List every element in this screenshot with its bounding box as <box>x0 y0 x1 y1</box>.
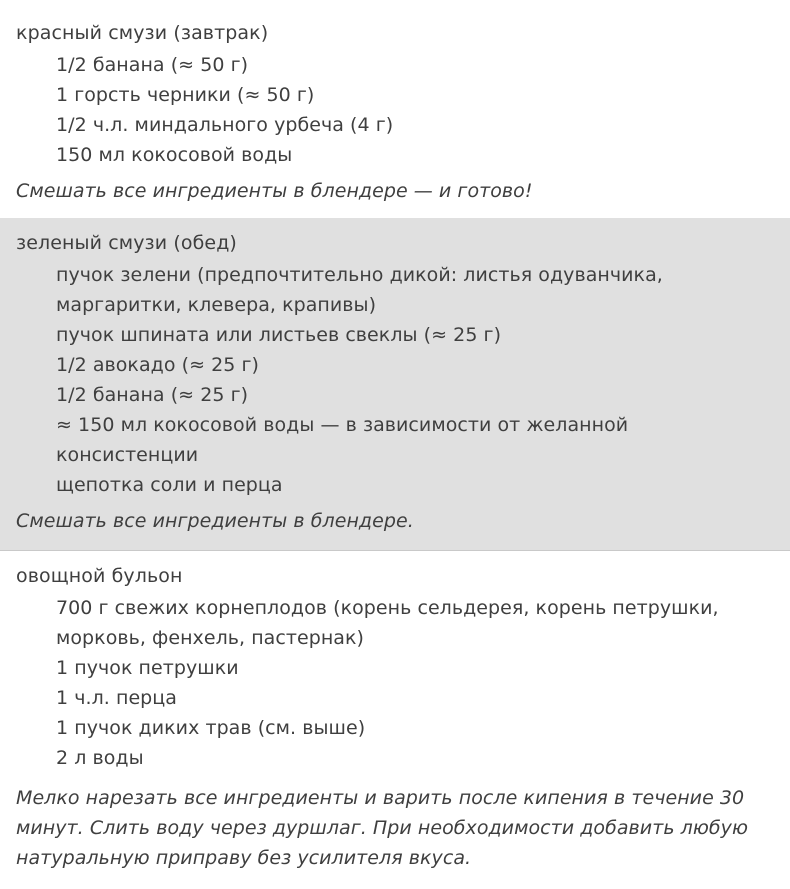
section-title: красный смузи (завтрак) <box>16 22 269 44</box>
list-item: 1/2 банана (≈ 25 г) <box>56 384 249 406</box>
list-item: щепотка соли и перца <box>56 474 283 496</box>
list-item: 2 л воды <box>56 747 144 769</box>
ingredient-list <box>16 260 774 500</box>
list-item: 1/2 авокадо (≈ 25 г) <box>56 354 259 376</box>
list-item: 1 горсть черники (≈ 50 г) <box>56 84 315 106</box>
ingredient-list <box>16 593 774 773</box>
list-item: 150 мл кокосовой воды <box>56 144 293 166</box>
preparation-note: Мелко нарезать все ингредиенты и варить после кипения в течение 30 минут. Слить воду через дуршлаг. При необходимости добавить любую натуральную приправу без усилителя вкуса. <box>16 787 749 869</box>
list-item: ≈ 150 мл кокосовой воды — в зависимости от желанной консистенции <box>56 414 629 466</box>
list-item: 1 пучок диких трав (см. выше) <box>56 717 366 739</box>
section-title: зеленый смузи (обед) <box>16 232 237 254</box>
preparation-note: Смешать все ингредиенты в блендере — и готово! <box>16 180 533 202</box>
recipe-section-red-smoothie <box>0 8 790 218</box>
ingredient-list <box>16 50 774 170</box>
list-item: пучок шпината или листьев свеклы (≈ 25 г) <box>56 324 502 346</box>
list-item: 700 г свежих корнеплодов (корень сельдерея, корень петрушки, морковь, фенхель, пастернак) <box>56 597 719 649</box>
list-item: 1 ч.л. перца <box>56 687 177 709</box>
page-top-margin <box>0 0 790 8</box>
list-item: 1 пучок петрушки <box>56 657 239 679</box>
section-title: овощной бульон <box>16 565 183 587</box>
list-item: 1/2 банана (≈ 50 г) <box>56 54 249 76</box>
recipe-section-vegetable-broth <box>0 551 790 881</box>
recipe-section-green-smoothie <box>0 218 790 550</box>
list-item: пучок зелени (предпочтительно дикой: листья одуванчика, маргаритки, клевера, крапивы) <box>56 264 663 316</box>
preparation-note: Смешать все ингредиенты в блендере. <box>16 510 414 532</box>
list-item: 1/2 ч.л. миндального урбеча (4 г) <box>56 114 394 136</box>
